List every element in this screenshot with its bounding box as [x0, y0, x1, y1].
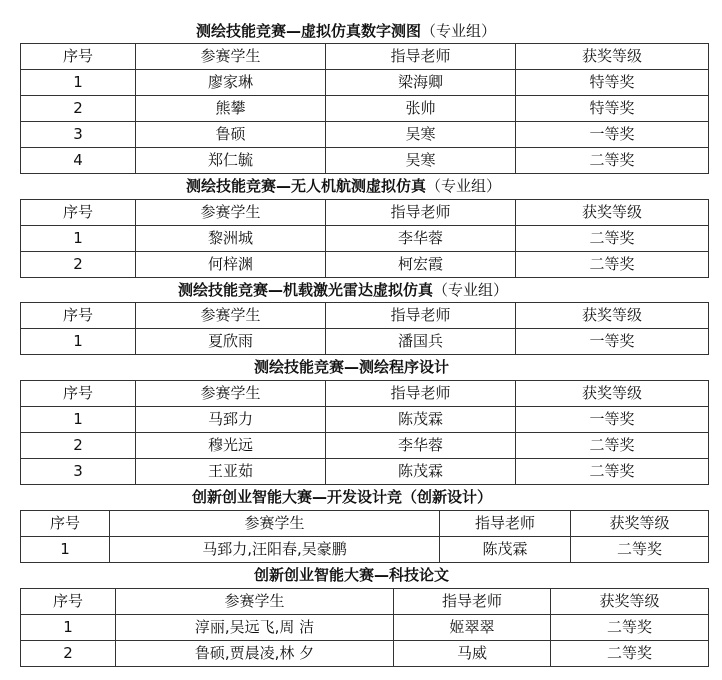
- table-cell: 马郅力,汪阳春,吴豪鹏: [110, 537, 440, 563]
- table-cell: 李华蓉: [326, 226, 516, 252]
- table-cell: 马威: [394, 641, 551, 667]
- table-cell: 黎洲城: [136, 226, 326, 252]
- header-cell: 参赛学生: [110, 511, 440, 537]
- table-cell: 何梓渊: [136, 252, 326, 278]
- table-row: [21, 252, 709, 278]
- section-title: 测绘技能竞赛—无人机航测虚拟仿真（专业组）: [186, 177, 502, 195]
- table-row: [21, 70, 709, 96]
- table-row: [21, 148, 709, 174]
- header-cell: 序号: [21, 589, 116, 615]
- table-cell: 2: [21, 252, 136, 278]
- table-header-row: [21, 44, 709, 70]
- table-cell: 穆光远: [136, 433, 326, 459]
- section-title: 创新创业智能大赛—开发设计竞（创新设计）: [192, 488, 493, 506]
- header-cell: 获奖等级: [571, 511, 709, 537]
- table-cell: 2: [21, 641, 116, 667]
- table-cell: 1: [21, 329, 136, 355]
- table-cell: 鲁硕,贾晨凌,林 夕: [116, 641, 394, 667]
- table-header-row: [21, 303, 709, 329]
- header-cell: 序号: [21, 44, 136, 70]
- header-cell: 获奖等级: [516, 44, 709, 70]
- header-cell: 参赛学生: [136, 303, 326, 329]
- table-row: [21, 226, 709, 252]
- header-cell: 获奖等级: [516, 200, 709, 226]
- table-cell: 一等奖: [516, 122, 709, 148]
- award-table: [20, 588, 709, 667]
- table-row: [21, 407, 709, 433]
- table-cell: 二等奖: [516, 226, 709, 252]
- header-cell: 序号: [21, 381, 136, 407]
- header-cell: 序号: [21, 303, 136, 329]
- table-cell: 熊攀: [136, 96, 326, 122]
- table-cell: 1: [21, 70, 136, 96]
- header-cell: 序号: [21, 200, 136, 226]
- table-cell: 二等奖: [551, 641, 709, 667]
- header-cell: 参赛学生: [136, 200, 326, 226]
- table-cell: 2: [21, 96, 136, 122]
- table-cell: 1: [21, 407, 136, 433]
- table-cell: 二等奖: [516, 433, 709, 459]
- header-cell: 参赛学生: [116, 589, 394, 615]
- table-cell: 2: [21, 433, 136, 459]
- header-cell: 获奖等级: [551, 589, 709, 615]
- award-table: [20, 510, 709, 563]
- header-cell: 参赛学生: [136, 44, 326, 70]
- table-row: [21, 329, 709, 355]
- table-cell: 郑仁毓: [136, 148, 326, 174]
- table-header-row: [21, 381, 709, 407]
- section-title: 测绘技能竞赛—测绘程序设计: [254, 358, 450, 376]
- table-cell: 李华蓉: [326, 433, 516, 459]
- table-cell: 1: [21, 615, 116, 641]
- header-cell: 指导老师: [440, 511, 571, 537]
- table-cell: 姬翠翠: [394, 615, 551, 641]
- table-row: [21, 641, 709, 667]
- header-cell: 参赛学生: [136, 381, 326, 407]
- header-cell: 指导老师: [326, 303, 516, 329]
- table-cell: 陈茂霖: [440, 537, 571, 563]
- section-title: 测绘技能竞赛—虚拟仿真数字测图（专业组）: [196, 22, 497, 40]
- section-title: 测绘技能竞赛—机载激光雷达虚拟仿真（专业组）: [178, 281, 509, 299]
- header-cell: 指导老师: [326, 381, 516, 407]
- section-title: 创新创业智能大赛—科技论文: [254, 566, 450, 584]
- table-cell: 二等奖: [571, 537, 709, 563]
- table-cell: 特等奖: [516, 70, 709, 96]
- table-cell: 二等奖: [516, 252, 709, 278]
- header-cell: 指导老师: [326, 44, 516, 70]
- table-cell: 潘国兵: [326, 329, 516, 355]
- table-header-row: [21, 589, 709, 615]
- table-header-row: [21, 511, 709, 537]
- table-cell: 淳丽,吴远飞,周 洁: [116, 615, 394, 641]
- table-cell: 梁海卿: [326, 70, 516, 96]
- table-cell: 陈茂霖: [326, 407, 516, 433]
- table-cell: 王亚茹: [136, 459, 326, 485]
- header-cell: 指导老师: [326, 200, 516, 226]
- table-cell: 一等奖: [516, 329, 709, 355]
- table-cell: 二等奖: [516, 459, 709, 485]
- table-row: [21, 459, 709, 485]
- table-cell: 夏欣雨: [136, 329, 326, 355]
- table-row: [21, 615, 709, 641]
- table-cell: 二等奖: [516, 148, 709, 174]
- table-header-row: [21, 200, 709, 226]
- award-table: [20, 302, 709, 355]
- table-cell: 吴寒: [326, 148, 516, 174]
- header-cell: 序号: [21, 511, 110, 537]
- table-row: [21, 96, 709, 122]
- table-cell: 一等奖: [516, 407, 709, 433]
- table-cell: 马郅力: [136, 407, 326, 433]
- table-row: [21, 433, 709, 459]
- table-cell: 吴寒: [326, 122, 516, 148]
- table-cell: 特等奖: [516, 96, 709, 122]
- table-cell: 3: [21, 122, 136, 148]
- award-table: [20, 43, 709, 174]
- table-cell: 3: [21, 459, 136, 485]
- table-row: [21, 537, 709, 563]
- header-cell: 获奖等级: [516, 303, 709, 329]
- table-cell: 柯宏霞: [326, 252, 516, 278]
- table-row: [21, 122, 709, 148]
- award-table: [20, 380, 709, 485]
- table-cell: 鲁硕: [136, 122, 326, 148]
- table-cell: 陈茂霖: [326, 459, 516, 485]
- table-cell: 廖家琳: [136, 70, 326, 96]
- table-cell: 1: [21, 537, 110, 563]
- table-cell: 4: [21, 148, 136, 174]
- header-cell: 获奖等级: [516, 381, 709, 407]
- header-cell: 指导老师: [394, 589, 551, 615]
- table-cell: 张帅: [326, 96, 516, 122]
- award-table: [20, 199, 709, 278]
- table-cell: 二等奖: [551, 615, 709, 641]
- table-cell: 1: [21, 226, 136, 252]
